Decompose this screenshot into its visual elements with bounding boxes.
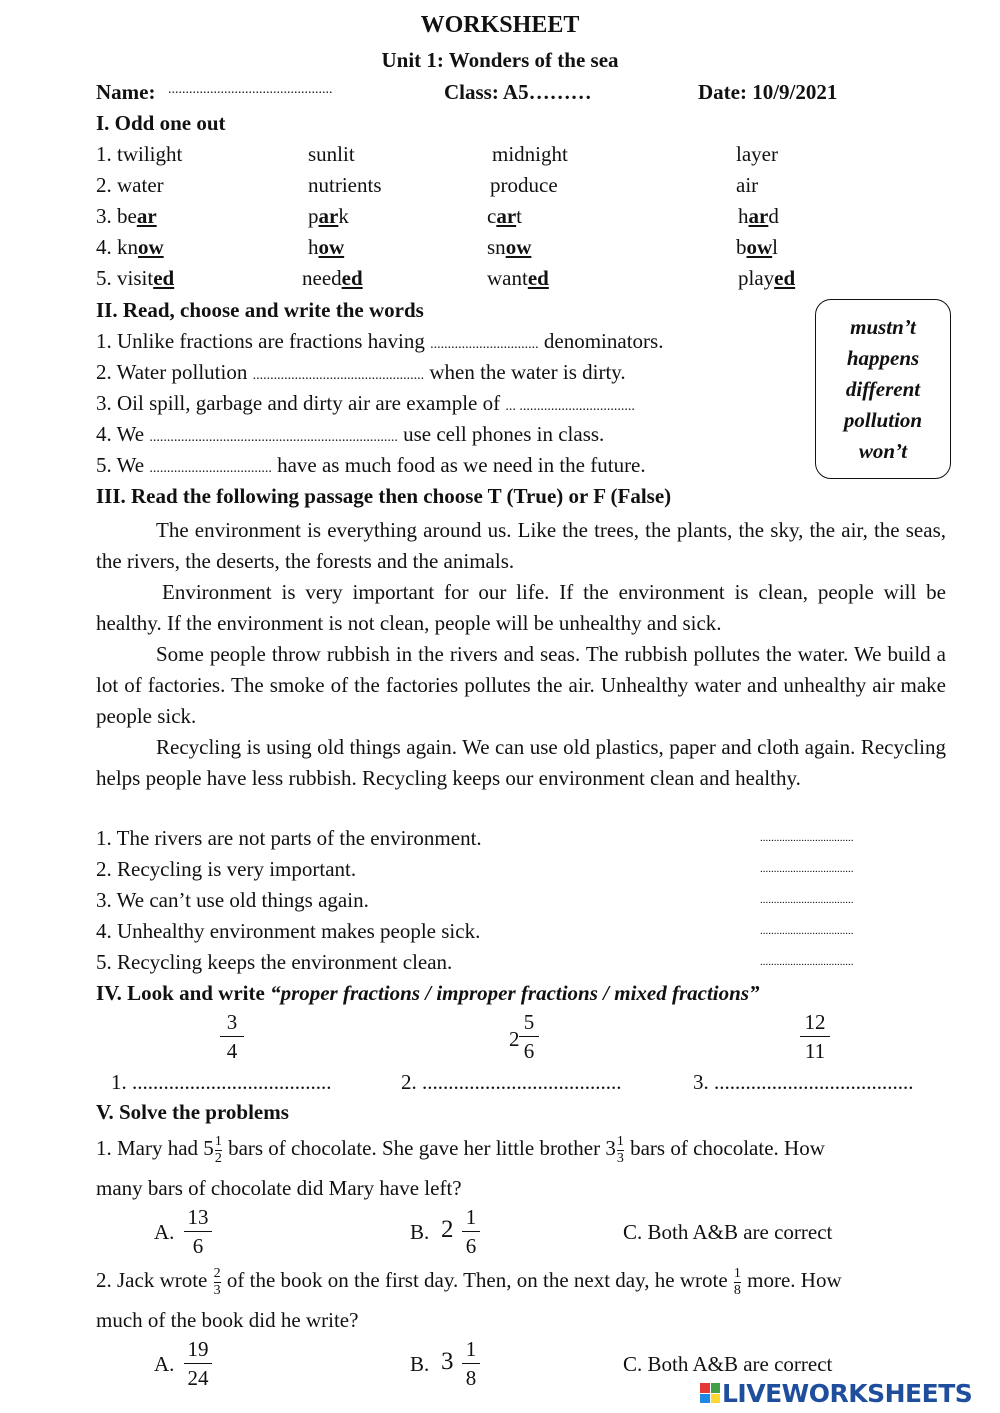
odd-word[interactable]: 2. water <box>96 173 164 197</box>
unit-subtitle: Unit 1: Wonders of the sea <box>381 48 619 72</box>
passage-paragraph: The environment is everything around us. Like the trees, the plants, the sky, the air, the seas, the rivers, the deserts, the forests and the animals. <box>96 518 946 573</box>
odd-word[interactable]: layer <box>736 142 778 166</box>
option-b-whole[interactable]: 3 <box>441 1348 454 1375</box>
section-2-title: II. Read, choose and write the words <box>96 298 424 322</box>
option-c[interactable]: C. Both A&B are correct <box>623 1352 833 1376</box>
fraction-whole: 2 <box>509 1027 520 1051</box>
option-a-label[interactable]: A. <box>154 1352 175 1376</box>
logo-text: LIVEWORKSHEETS <box>722 1378 973 1408</box>
odd-word[interactable]: cart <box>487 204 522 228</box>
fraction-answer[interactable]: 1. ...................................... <box>111 1070 332 1094</box>
section-5-title: V. Solve the problems <box>96 1100 289 1124</box>
option-b-whole[interactable]: 2 <box>441 1216 454 1243</box>
odd-word[interactable]: 1. twilight <box>96 142 183 166</box>
fraction: 3 4 <box>220 1012 244 1062</box>
option-b-label[interactable]: B. <box>410 1220 430 1244</box>
fill-sentence: 1. Unlike fractions are fractions having ............................... denominators. <box>96 329 664 353</box>
word-option: pollution <box>843 408 923 432</box>
option-b-fraction[interactable]: 1 6 <box>462 1207 480 1257</box>
odd-word[interactable]: snow <box>487 235 532 259</box>
fill-sentence: 3. Oil spill, garbage and dirty air are example of ... ................................. <box>96 391 635 415</box>
fraction-answer[interactable]: 2. ...................................... <box>401 1070 622 1094</box>
answer-blank[interactable]: ............................... <box>430 337 539 352</box>
tf-statement: 5. Recycling keeps the environment clean. <box>96 950 453 974</box>
fraction-answer[interactable]: 3. ...................................... <box>693 1070 914 1094</box>
answer-blank[interactable]: ................................................. <box>252 368 425 383</box>
tf-answer-blank[interactable]: .................................. <box>760 832 854 844</box>
name-label: Name: <box>96 80 156 104</box>
tf-answer-blank[interactable]: .................................. <box>760 863 854 875</box>
odd-word[interactable]: hard <box>738 204 779 228</box>
answer-blank[interactable]: ................................... <box>149 461 272 476</box>
tf-statement: 2. Recycling is very important. <box>96 857 357 881</box>
answer-blank[interactable]: ... ................................. <box>505 399 635 414</box>
fill-sentence: 2. Water pollution ................................................. when the water is dirty. <box>96 360 626 384</box>
odd-word[interactable]: midnight <box>492 142 568 166</box>
odd-word[interactable]: 5. visited <box>96 266 175 290</box>
passage-paragraph: Some people throw rubbish in the rivers and seas. The rubbish pollutes the water. We build a lot of factories. The smoke of the factories pollutes the air. Unhealthy water and unhealthy air make people sick. <box>96 642 946 728</box>
option-c[interactable]: C. Both A&B are correct <box>623 1220 833 1244</box>
word-option: mustn’t <box>850 315 916 339</box>
option-a-fraction[interactable]: 13 6 <box>184 1207 212 1257</box>
passage-paragraph: Environment is very important for our life. If the environment is clean, people will be healthy. If the environment is not clean, people will be unhealthy and sick. <box>96 580 946 635</box>
section-4-title: IV. Look and write “proper fractions / improper fractions / mixed fractions” <box>96 981 760 1005</box>
section-3-title: III. Read the following passage then choose T (True) or F (False) <box>96 484 672 508</box>
option-b-fraction[interactable]: 1 8 <box>462 1339 480 1389</box>
odd-word[interactable]: produce <box>490 173 558 197</box>
odd-word[interactable]: played <box>738 266 796 290</box>
tf-answer-blank[interactable]: .................................. <box>760 956 854 968</box>
odd-word[interactable]: air <box>736 173 759 197</box>
option-a-label[interactable]: A. <box>154 1220 175 1244</box>
word-box <box>815 299 951 479</box>
worksheet-title: WORKSHEET <box>420 12 580 38</box>
odd-word[interactable]: needed <box>302 266 363 290</box>
answer-blank[interactable]: ....................................................................... <box>149 430 398 445</box>
fill-sentence: 5. We ................................... have as much food as we need in the future. <box>96 453 646 477</box>
odd-word[interactable]: park <box>308 204 349 228</box>
tf-statement: 4. Unhealthy environment makes people sick. <box>96 919 481 943</box>
odd-word[interactable]: wanted <box>487 266 549 290</box>
logo-square <box>711 1394 721 1404</box>
odd-word[interactable]: nutrients <box>308 173 382 197</box>
logo-square <box>700 1394 710 1404</box>
word-option: different <box>845 377 921 401</box>
liveworksheets-logo <box>700 1378 972 1408</box>
problem-2-text: 2. Jack wrote $\frac{2}{3}$ of the book on the first day. Then, on the next day, he wrote $\frac{1}{8}$ more. How <box>96 1265 842 1298</box>
tf-answer-blank[interactable]: .................................. <box>760 925 854 937</box>
logo-square <box>700 1383 710 1393</box>
odd-word[interactable]: bowl <box>736 235 779 259</box>
problem-1-text: 1. Mary had 5 $\frac{1}{2}$ bars of chocolate. She gave her little brother 3 $\frac{1}{3}$ bars of chocolate. How <box>96 1133 825 1166</box>
word-option: happens <box>846 346 920 370</box>
tf-statement: 1. The rivers are not parts of the environment. <box>96 826 482 850</box>
name-blank[interactable]: ............................................... <box>168 82 333 97</box>
tf-answer-blank[interactable]: .................................. <box>760 894 854 906</box>
odd-word[interactable]: 3. bear <box>96 204 157 228</box>
option-b-label[interactable]: B. <box>410 1352 430 1376</box>
fraction: 5 6 <box>519 1012 539 1062</box>
odd-word[interactable]: sunlit <box>308 142 355 166</box>
date-label: Date: 10/9/2021 <box>698 80 838 104</box>
odd-word[interactable]: 4. know <box>96 235 164 259</box>
fraction: 12 11 <box>800 1012 830 1062</box>
class-label: Class: A5……… <box>444 80 592 104</box>
option-a-fraction[interactable]: 19 24 <box>184 1339 212 1389</box>
logo-mark-icon <box>700 1383 720 1403</box>
word-option: won’t <box>858 439 908 463</box>
odd-word[interactable]: how <box>308 235 345 259</box>
section-1-title: I. Odd one out <box>96 111 226 135</box>
tf-statement: 3. We can’t use old things again. <box>96 888 369 912</box>
fill-sentence: 4. We ....................................................................... use cell phones in class. <box>96 422 605 446</box>
logo-square <box>711 1383 721 1393</box>
passage-paragraph: Recycling is using old things again. We can use old plastics, paper and cloth again. Recycling helps people have less rubbish. Recycling keeps our environment clean and healthy. <box>96 735 946 790</box>
problem-2-text-line2: much of the book did he write? <box>96 1308 359 1332</box>
problem-1-text-line2: many bars of chocolate did Mary have left? <box>96 1176 462 1200</box>
